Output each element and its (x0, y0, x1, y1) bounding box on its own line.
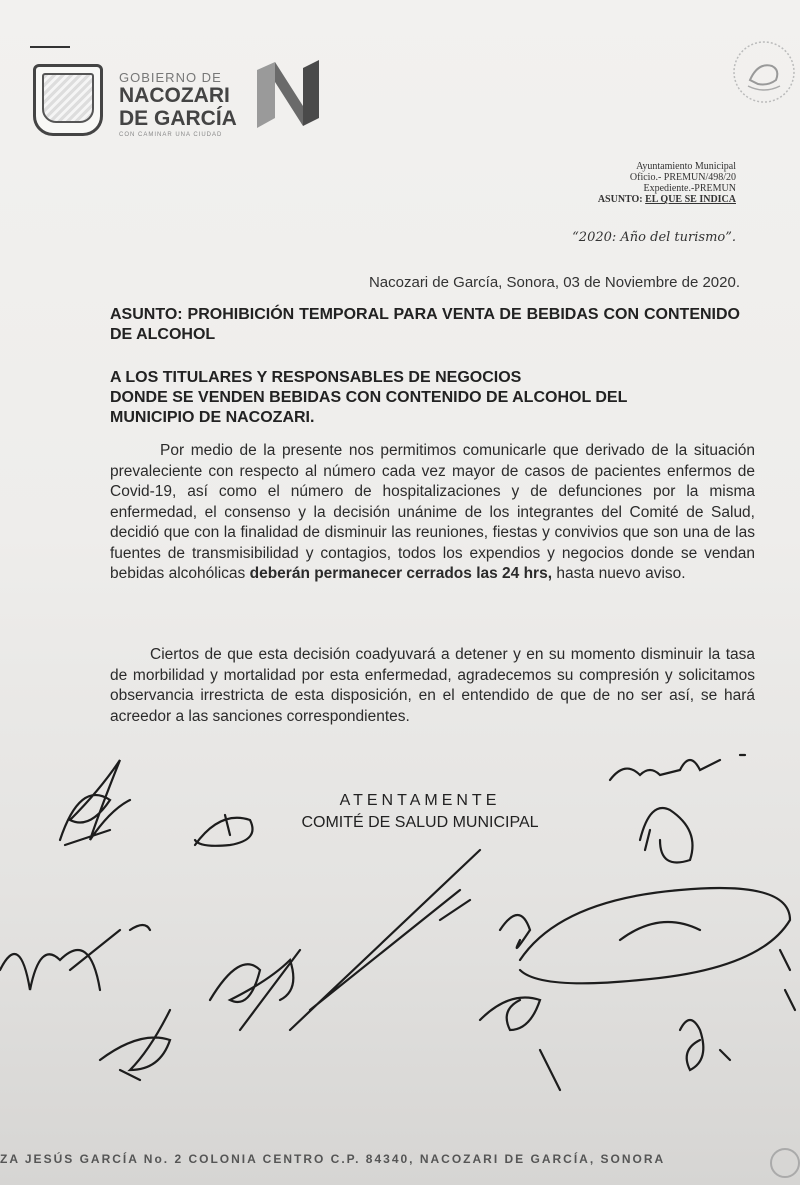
body-paragraph-2: Ciertos de que esta decisión coadyuvará a detener y en su momento disminuir la tasa de morbilidad y mortalidad por esta enfermedad, agradecemos su compresión y solicitamos observancia irrestricta de esta disposición, en el entendido de que de no ser así, se hará acreedor a las sanciones correspondientes. (110, 646, 755, 725)
year-motto: “2020: Año del turismo”. (572, 230, 736, 245)
signature-8 (480, 915, 560, 1090)
signature-12 (780, 950, 795, 1010)
letterhead (33, 64, 333, 144)
body-text-end: hasta nuevo aviso. (556, 565, 686, 582)
signature-9 (520, 888, 790, 983)
asunto-label: ASUNTO: (597, 194, 643, 205)
municipality-name-line2: DE GARCÍA (119, 107, 237, 130)
signature-5 (290, 850, 480, 1030)
closing-salutation: ATENTAMENTE (339, 792, 501, 809)
signature-2 (195, 815, 253, 846)
n-logo-icon (253, 58, 323, 130)
place-date: Nacozari de García, Sonora, 03 de Noviembre de 2020. (368, 274, 740, 291)
asunto-value: EL QUE SE INDICA (645, 194, 736, 205)
gob-label: GOBIERNO DE (119, 70, 222, 85)
mexico-seal-icon (728, 36, 798, 106)
addressee-line: MUNICIPIO DE NACOZARI. (110, 409, 315, 426)
signature-1 (60, 760, 130, 845)
footer-address: ZA JESÚS GARCÍA No. 2 COLONIA CENTRO C.P. 84340, NACOZARI DE GARCÍA, SONORA (0, 1152, 666, 1166)
municipal-shield-icon (33, 64, 103, 136)
addressee-line: DONDE SE VENDEN BEBIDAS CON CONTENIDO DE ALCOHOL DEL (110, 389, 628, 406)
signature-10 (100, 1010, 170, 1080)
signature-7 (210, 950, 300, 1030)
reference-line: Oficio.- PREMUN/498/20 (629, 172, 736, 183)
addressee-line: A LOS TITULARES Y RESPONSABLES DE NEGOCIOS (110, 369, 522, 386)
municipality-name-line1: NACOZARI (119, 84, 230, 107)
signature-3 (610, 755, 745, 780)
body-paragraph-1 (110, 441, 755, 585)
committee-name: COMITÉ DE SALUD MUNICIPAL (301, 814, 539, 831)
pen-mark (30, 46, 70, 48)
letter-subject: ASUNTO: PROHIBICIÓN TEMPORAL PARA VENTA DE BEBIDAS CON CONTENIDO DE ALCOHOL (110, 306, 740, 343)
reference-line: Ayuntamiento Municipal (636, 161, 736, 172)
body-bold-text: deberán permanecer cerrados las 24 hrs, (249, 565, 553, 582)
signature-4 (640, 808, 693, 863)
signatures (0, 730, 800, 1150)
signature-6 (0, 925, 150, 990)
reference-line: Expediente.-PREMUN (643, 183, 736, 194)
reference-block (598, 161, 736, 205)
letterhead-tagline: CON CAMINAR UNA CIUDAD (119, 132, 223, 138)
addressee-block (110, 368, 710, 428)
signature-11 (680, 1020, 730, 1070)
municipality-name (119, 84, 237, 130)
body-text: Por medio de la presente nos permitimos comunicarle que derivado de la situación prevaleciente con respecto al número cada vez mayor de casos de pacientes enfermos de Covid-19, así como el número de hospitalizaciones y de defunciones por la misma enfermedad, el consenso y la decisión unánime de los integrantes del Comité de Salud, decidió que con la finalidad de disminuir las reuniones, fiestas y convivios que son una de las fuentes de transmisibilidad y contagios, todos los expendios y negocios donde se vendan bebidas alcohólicas (110, 442, 755, 582)
corner-stamp-icon (770, 1148, 800, 1178)
